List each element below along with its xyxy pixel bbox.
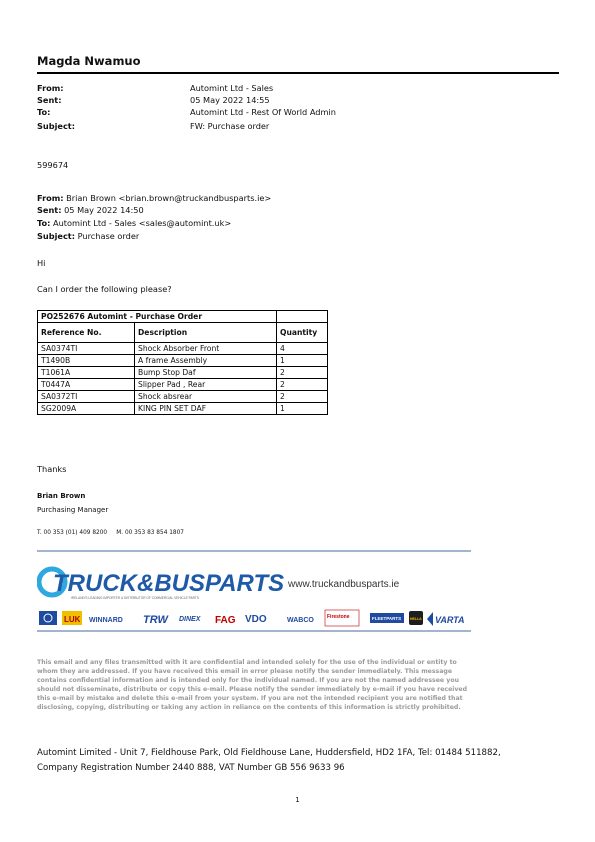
cell-qty: 4 — [277, 343, 328, 355]
cell-ref: SA0374TI — [38, 343, 135, 355]
cell-desc: A frame Assembly — [135, 355, 277, 367]
table-row — [38, 379, 328, 391]
cell-ref: T1490B — [38, 355, 135, 367]
fwd-to — [37, 218, 231, 228]
reference-number: 599674 — [37, 160, 69, 170]
closing: Thanks — [37, 464, 67, 474]
brand-badge-icon — [39, 611, 57, 625]
col-header-description: Description — [135, 323, 277, 343]
header-rule — [37, 72, 559, 74]
svg-text:VARTA: VARTA — [435, 615, 465, 625]
company-footer — [37, 746, 501, 776]
po-title-row — [38, 311, 328, 323]
brand-logos-strip — [39, 610, 465, 626]
table-row — [38, 403, 328, 415]
footer-address: Automint Limited - Unit 7, Fieldhouse Park, Old Fieldhouse Lane, Huddersfield, HD2 1FA, Tel: 01484 511882, — [37, 748, 501, 758]
table-row — [38, 391, 328, 403]
brand-hella — [409, 611, 423, 625]
po-title-empty-cell — [277, 311, 328, 323]
cell-desc: Slipper Pad , Rear — [135, 379, 277, 391]
page-number: 1 — [295, 796, 300, 804]
banner-logo-text: TRUCK&BUSPARTS — [53, 570, 285, 597]
from-value: Automint Ltd - Sales — [190, 83, 274, 93]
po-title: PO252676 Automint - Purchase Order — [38, 311, 277, 323]
fwd-from-value: Brian Brown <brian.brown@truckandbusparts.ie> — [66, 193, 272, 203]
cell-qty: 1 — [277, 355, 328, 367]
svg-text:Firestone: Firestone — [327, 614, 350, 620]
banner-logo — [39, 569, 284, 600]
company-banner — [37, 549, 471, 633]
fwd-subject-value: Purchase order — [77, 231, 140, 241]
cell-qty: 2 — [277, 367, 328, 379]
table-row — [38, 355, 328, 367]
to-value: Automint Ltd - Rest Of World Admin — [190, 107, 336, 117]
sender-name: Magda Nwamuo — [37, 54, 141, 68]
brand-luk — [62, 611, 82, 625]
col-header-reference: Reference No. — [38, 323, 135, 343]
fwd-sent-value: 05 May 2022 14:50 — [64, 205, 144, 215]
fwd-sent — [37, 205, 144, 215]
brand-varta — [427, 612, 465, 626]
signature-title: Purchasing Manager — [37, 506, 109, 514]
brand-dinex: DINEX — [179, 616, 201, 623]
cell-desc: Shock absrear — [135, 391, 277, 403]
brand-firestone — [325, 610, 359, 626]
fwd-subject-label: Subject: — [37, 231, 75, 241]
cell-desc: Bump Stop Daf — [135, 367, 277, 379]
fwd-to-label: To: — [37, 218, 51, 228]
cell-ref: SG2009A — [38, 403, 135, 415]
brand-fleetparts — [370, 613, 404, 623]
greeting: Hi — [37, 258, 46, 268]
cell-ref: T1061A — [38, 367, 135, 379]
fwd-sent-label: Sent: — [37, 205, 62, 215]
banner-website: www.truckandbusparts.ie — [288, 579, 400, 590]
banner-tagline: IRELAND'S LEADING IMPORTER & DISTRIBUTOR OF COMMERCIAL VEHICLE PARTS — [71, 596, 199, 600]
fwd-to-value: Automint Ltd - Sales <sales@automint.uk> — [53, 218, 232, 228]
cell-desc: Shock Absorber Front — [135, 343, 277, 355]
table-row — [38, 343, 328, 355]
signature-phones: T. 00 353 (01) 409 8200 M. 00 353 83 854 1807 — [37, 530, 184, 536]
cell-ref: T0447A — [38, 379, 135, 391]
brand-fag: FAG — [215, 615, 236, 626]
cell-qty: 1 — [277, 403, 328, 415]
subject-value: FW: Purchase order — [190, 121, 270, 131]
cell-qty: 2 — [277, 379, 328, 391]
sent-value: 05 May 2022 14:55 — [190, 95, 270, 105]
cell-ref: SA0372TI — [38, 391, 135, 403]
cell-desc: KING PIN SET DAF — [135, 403, 277, 415]
request-text: Can I order the following please? — [37, 284, 172, 294]
fwd-from-label: From: — [37, 193, 64, 203]
signature-name: Brian Brown — [37, 492, 86, 500]
svg-text:HELLA: HELLA — [410, 617, 422, 621]
confidentiality-disclaimer: This email and any files transmitted with it are confidential and intended solely for the use of the individual or entity to whom they are addressed. If you have received this email in error please notify the sender immediately. This message contains confidential information and is intended only for the individual named. If you are not the named addressee you should not disseminate, distribute or copy this e-mail. Please notify the sender immediately by e-mail if you have received this e-mail by mistake and delete this e-mail from your system. If you are not the intended recipient you are notified that disclosing, copying, distributing or taking any action in reliance on the contents of this information is strictly prohibited. — [37, 659, 468, 711]
fwd-subject — [37, 231, 139, 241]
brand-wabco: WABCO — [287, 617, 314, 624]
to-label: To: — [37, 107, 51, 117]
fwd-from — [37, 193, 271, 203]
footer-registration: Company Registration Number 2440 888, VAT Number GB 556 9633 96 — [37, 763, 345, 773]
brand-vdo: VDO — [245, 614, 267, 625]
subject-label: Subject: — [37, 121, 75, 131]
purchase-order-table — [37, 310, 328, 415]
brand-winnard: WINNARD — [89, 617, 123, 624]
svg-text:FLEETPARTS: FLEETPARTS — [372, 616, 402, 621]
table-row — [38, 367, 328, 379]
brand-trw: TRW — [143, 614, 168, 626]
from-label: From: — [37, 83, 64, 93]
po-header-row — [38, 323, 328, 343]
col-header-quantity: Quantity — [277, 323, 328, 343]
cell-qty: 2 — [277, 391, 328, 403]
svg-text:LUK: LUK — [64, 615, 81, 624]
sent-label: Sent: — [37, 95, 62, 105]
